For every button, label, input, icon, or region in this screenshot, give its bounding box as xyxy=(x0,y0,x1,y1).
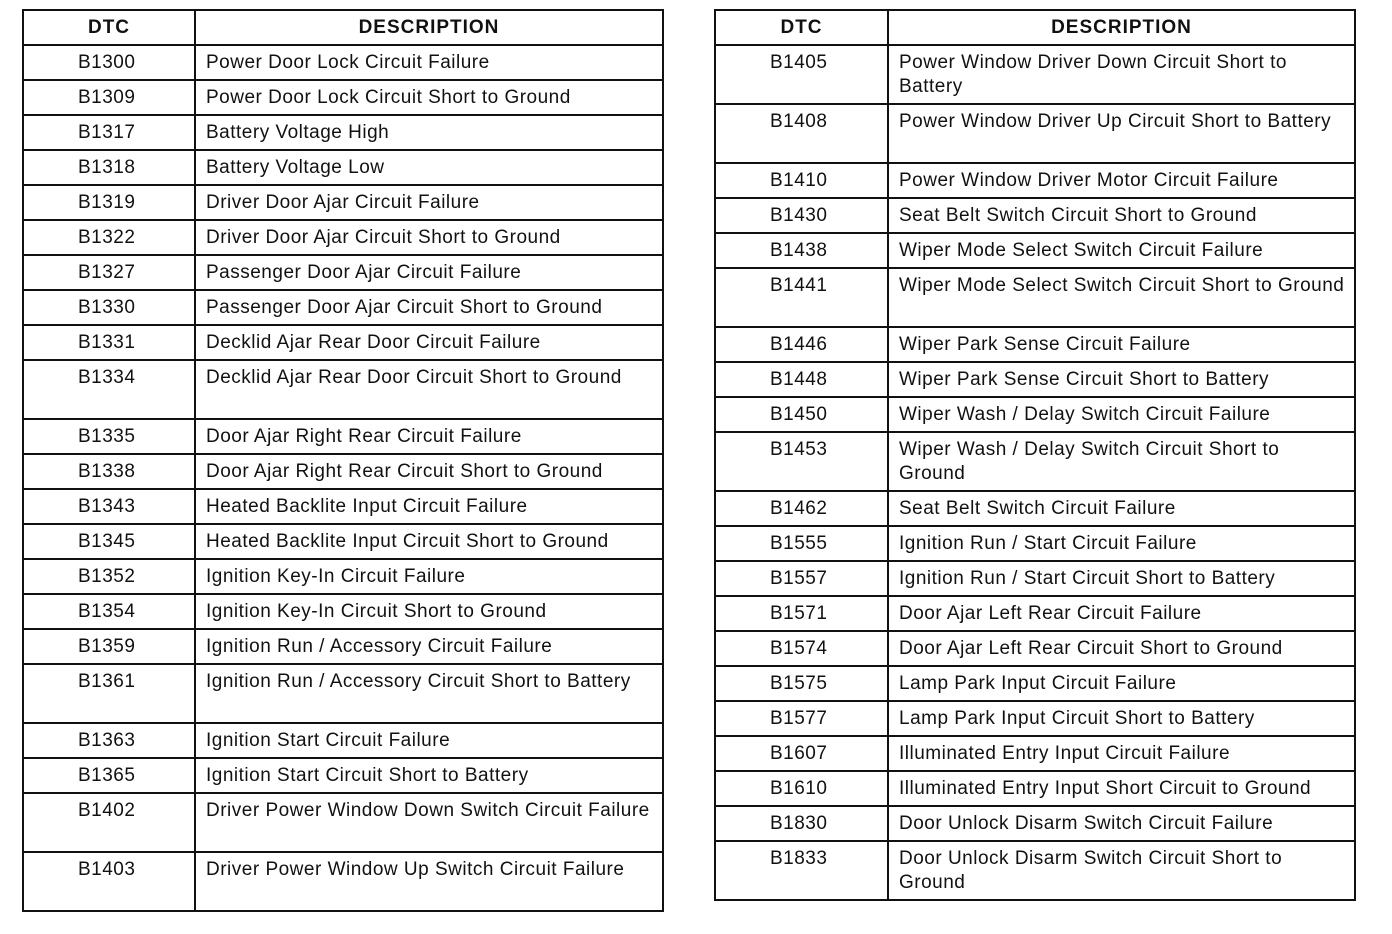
description-cell: Battery Voltage Low xyxy=(195,150,663,185)
dtc-code-cell: B1327 xyxy=(23,255,195,290)
dtc-code-cell: B1607 xyxy=(715,736,888,771)
description-cell: Wiper Wash / Delay Switch Circuit Failure xyxy=(888,397,1355,432)
table-row xyxy=(715,561,1355,596)
dtc-code-cell: B1430 xyxy=(715,198,888,233)
description-cell: Door Unlock Disarm Switch Circuit Short to Ground xyxy=(888,841,1355,900)
table-row xyxy=(715,397,1355,432)
table-row xyxy=(715,198,1355,233)
description-cell: Door Ajar Left Rear Circuit Failure xyxy=(888,596,1355,631)
dtc-code-cell: B1352 xyxy=(23,559,195,594)
description-cell: Door Unlock Disarm Switch Circuit Failure xyxy=(888,806,1355,841)
description-cell: Power Window Driver Motor Circuit Failure xyxy=(888,163,1355,198)
table-row xyxy=(23,150,663,185)
table-header-row xyxy=(23,10,663,45)
dtc-code-cell: B1334 xyxy=(23,360,195,419)
description-cell: Illuminated Entry Input Short Circuit to Ground xyxy=(888,771,1355,806)
table-row xyxy=(715,666,1355,701)
dtc-table-right xyxy=(714,9,1356,901)
table-row xyxy=(715,806,1355,841)
dtc-code-cell: B1448 xyxy=(715,362,888,397)
description-cell: Driver Door Ajar Circuit Failure xyxy=(195,185,663,220)
dtc-code-cell: B1365 xyxy=(23,758,195,793)
description-cell: Door Ajar Right Rear Circuit Short to Ground xyxy=(195,454,663,489)
description-cell: Door Ajar Right Rear Circuit Failure xyxy=(195,419,663,454)
table-row xyxy=(715,163,1355,198)
table-row xyxy=(715,701,1355,736)
description-cell: Wiper Park Sense Circuit Failure xyxy=(888,327,1355,362)
description-cell: Door Ajar Left Rear Circuit Short to Ground xyxy=(888,631,1355,666)
dtc-code-cell: B1450 xyxy=(715,397,888,432)
table-row xyxy=(23,489,663,524)
table-row xyxy=(715,631,1355,666)
table-row xyxy=(23,559,663,594)
description-cell: Ignition Run / Start Circuit Failure xyxy=(888,526,1355,561)
description-cell: Power Door Lock Circuit Short to Ground xyxy=(195,80,663,115)
dtc-code-cell: B1575 xyxy=(715,666,888,701)
description-cell: Wiper Park Sense Circuit Short to Battery xyxy=(888,362,1355,397)
description-cell: Lamp Park Input Circuit Failure xyxy=(888,666,1355,701)
dtc-code-cell: B1408 xyxy=(715,104,888,163)
dtc-code-cell: B1410 xyxy=(715,163,888,198)
dtc-code-cell: B1300 xyxy=(23,45,195,80)
table-row xyxy=(23,419,663,454)
description-cell: Ignition Key-In Circuit Failure xyxy=(195,559,663,594)
dtc-table-left xyxy=(22,9,664,912)
table-row xyxy=(23,115,663,150)
description-cell: Lamp Park Input Circuit Short to Battery xyxy=(888,701,1355,736)
table-row xyxy=(23,185,663,220)
table-row xyxy=(23,852,663,911)
description-cell: Heated Backlite Input Circuit Short to Ground xyxy=(195,524,663,559)
dtc-code-cell: B1446 xyxy=(715,327,888,362)
description-cell: Battery Voltage High xyxy=(195,115,663,150)
description-cell: Ignition Run / Accessory Circuit Short to Battery xyxy=(195,664,663,723)
column-header-dtc: DTC xyxy=(715,10,888,45)
dtc-code-cell: B1343 xyxy=(23,489,195,524)
table-row xyxy=(715,841,1355,900)
dtc-code-cell: B1331 xyxy=(23,325,195,360)
dtc-code-cell: B1402 xyxy=(23,793,195,852)
dtc-code-cell: B1453 xyxy=(715,432,888,491)
description-cell: Driver Power Window Down Switch Circuit Failure xyxy=(195,793,663,852)
dtc-code-cell: B1571 xyxy=(715,596,888,631)
dtc-code-cell: B1577 xyxy=(715,701,888,736)
description-cell: Ignition Key-In Circuit Short to Ground xyxy=(195,594,663,629)
dtc-code-cell: B1319 xyxy=(23,185,195,220)
table-row xyxy=(23,758,663,793)
table-row xyxy=(715,432,1355,491)
table-row xyxy=(23,664,663,723)
table-row xyxy=(23,524,663,559)
description-cell: Decklid Ajar Rear Door Circuit Short to Ground xyxy=(195,360,663,419)
table-row xyxy=(715,526,1355,561)
table-row xyxy=(715,268,1355,327)
dtc-code-cell: B1359 xyxy=(23,629,195,664)
table-row xyxy=(715,491,1355,526)
table-row xyxy=(23,80,663,115)
column-header-description: DESCRIPTION xyxy=(888,10,1355,45)
table-row xyxy=(23,325,663,360)
description-cell: Power Window Driver Up Circuit Short to Battery xyxy=(888,104,1355,163)
table-row xyxy=(23,290,663,325)
dtc-code-cell: B1309 xyxy=(23,80,195,115)
dtc-code-cell: B1361 xyxy=(23,664,195,723)
dtc-code-cell: B1574 xyxy=(715,631,888,666)
table-row xyxy=(23,220,663,255)
description-cell: Ignition Run / Accessory Circuit Failure xyxy=(195,629,663,664)
table-row xyxy=(715,104,1355,163)
dtc-code-cell: B1557 xyxy=(715,561,888,596)
table-header-row xyxy=(715,10,1355,45)
table-row xyxy=(715,233,1355,268)
dtc-code-cell: B1462 xyxy=(715,491,888,526)
dtc-code-cell: B1335 xyxy=(23,419,195,454)
column-header-dtc: DTC xyxy=(23,10,195,45)
dtc-code-cell: B1555 xyxy=(715,526,888,561)
table-row xyxy=(715,736,1355,771)
description-cell: Ignition Start Circuit Failure xyxy=(195,723,663,758)
table-row xyxy=(715,771,1355,806)
description-cell: Ignition Run / Start Circuit Short to Battery xyxy=(888,561,1355,596)
table-row xyxy=(715,45,1355,104)
dtc-code-cell: B1403 xyxy=(23,852,195,911)
description-cell: Illuminated Entry Input Circuit Failure xyxy=(888,736,1355,771)
dtc-code-cell: B1354 xyxy=(23,594,195,629)
table-row xyxy=(715,596,1355,631)
table-row xyxy=(23,360,663,419)
dtc-code-cell: B1322 xyxy=(23,220,195,255)
dtc-code-cell: B1441 xyxy=(715,268,888,327)
table-row xyxy=(23,594,663,629)
dtc-code-cell: B1317 xyxy=(23,115,195,150)
dtc-code-cell: B1610 xyxy=(715,771,888,806)
dtc-code-cell: B1405 xyxy=(715,45,888,104)
table-row xyxy=(715,327,1355,362)
description-cell: Driver Door Ajar Circuit Short to Ground xyxy=(195,220,663,255)
dtc-code-cell: B1318 xyxy=(23,150,195,185)
description-cell: Passenger Door Ajar Circuit Failure xyxy=(195,255,663,290)
description-cell: Heated Backlite Input Circuit Failure xyxy=(195,489,663,524)
description-cell: Seat Belt Switch Circuit Failure xyxy=(888,491,1355,526)
table-row xyxy=(23,629,663,664)
table-row xyxy=(715,362,1355,397)
table-row xyxy=(23,255,663,290)
description-cell: Wiper Mode Select Switch Circuit Failure xyxy=(888,233,1355,268)
table-row xyxy=(23,45,663,80)
dtc-code-cell: B1833 xyxy=(715,841,888,900)
dtc-code-cell: B1363 xyxy=(23,723,195,758)
description-cell: Ignition Start Circuit Short to Battery xyxy=(195,758,663,793)
table-row xyxy=(23,793,663,852)
description-cell: Wiper Mode Select Switch Circuit Short to Ground xyxy=(888,268,1355,327)
dtc-code-cell: B1345 xyxy=(23,524,195,559)
description-cell: Seat Belt Switch Circuit Short to Ground xyxy=(888,198,1355,233)
description-cell: Power Window Driver Down Circuit Short to Battery xyxy=(888,45,1355,104)
dtc-code-cell: B1330 xyxy=(23,290,195,325)
dtc-code-cell: B1438 xyxy=(715,233,888,268)
description-cell: Power Door Lock Circuit Failure xyxy=(195,45,663,80)
description-cell: Decklid Ajar Rear Door Circuit Failure xyxy=(195,325,663,360)
dtc-code-cell: B1338 xyxy=(23,454,195,489)
table-row xyxy=(23,723,663,758)
table-row xyxy=(23,454,663,489)
table-body-right xyxy=(715,45,1355,900)
table-body-left xyxy=(23,45,663,911)
description-cell: Driver Power Window Up Switch Circuit Failure xyxy=(195,852,663,911)
dtc-code-cell: B1830 xyxy=(715,806,888,841)
description-cell: Passenger Door Ajar Circuit Short to Ground xyxy=(195,290,663,325)
description-cell: Wiper Wash / Delay Switch Circuit Short to Ground xyxy=(888,432,1355,491)
column-header-description: DESCRIPTION xyxy=(195,10,663,45)
